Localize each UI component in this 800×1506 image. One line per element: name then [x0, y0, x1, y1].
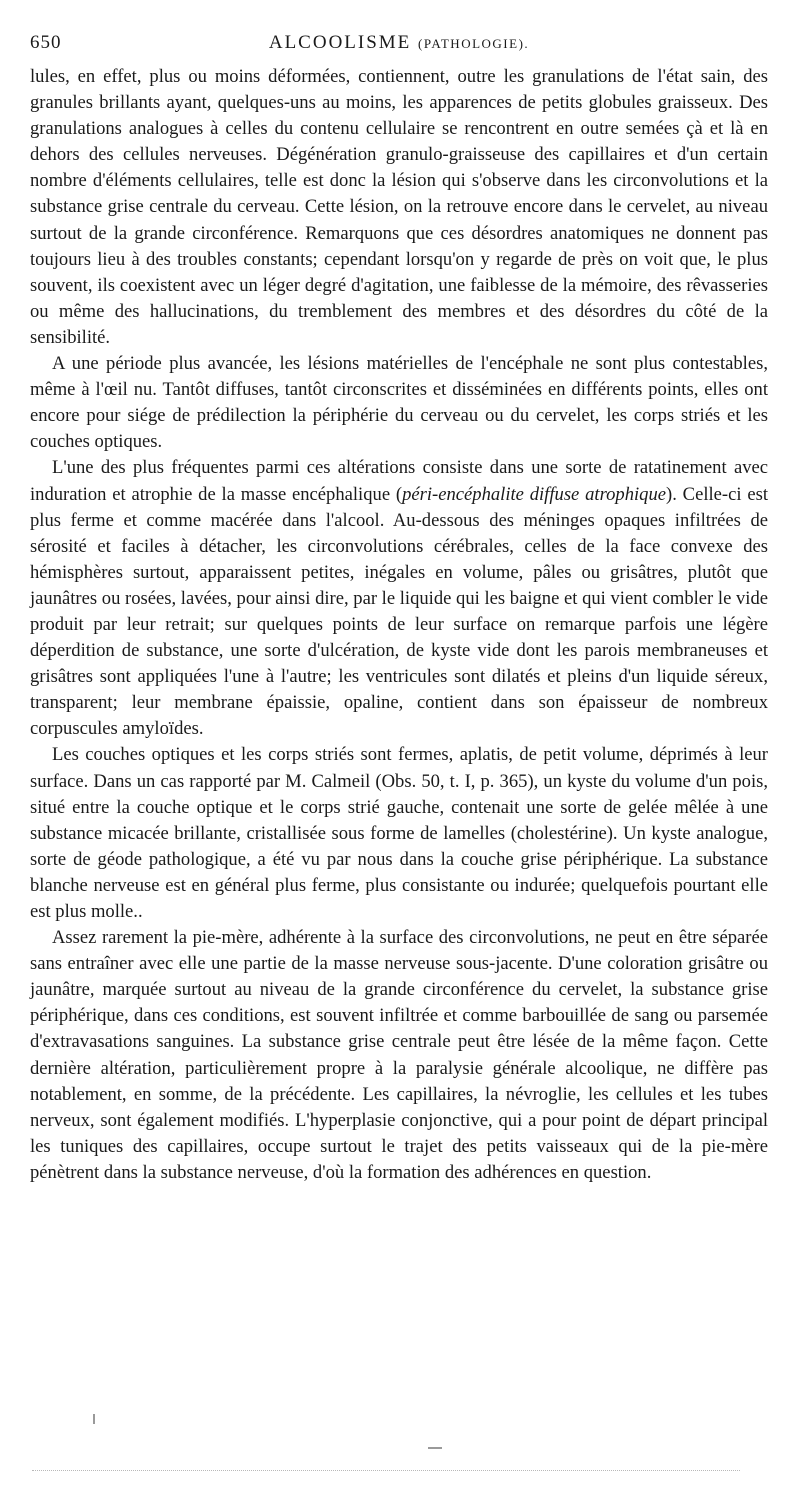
text-segment: L'une des plus fréquentes parmi ces altérations consiste dans une sorte de ratatinement avec induration et atrophie de la masse encéphalique (: [30, 457, 768, 505]
scan-mark: [93, 1414, 95, 1424]
text-segment: Assez rarement la pie-mère, adhérente à la surface des circonvolutions, ne peut en être séparée sans entraîner avec elle une partie de la masse nerveuse sous-jacente. D'une coloration grisâtre ou jaunâtre, marquée surtout au niveau de la grande circonférence du cervelet, la substance grise périphérique, dans ces conditions, est souvent infiltrée et comme barbouillée de sang ou parsemée d'extravasations sanguines. La substance grise centrale peut être lésée de la même façon. Cette dernière altération, particulièrement propre à la paralysie générale alcoolique, ne diffère pas notablement, en somme, de la précédente. Les capillaires, la névroglie, les cellules et les tubes nerveux, sont également modifiés. L'hyperplasie conjonctive, qui a pour point de départ principal les tuniques des capillaires, occupe surtout le trajet des petits vaisseaux qui de la pie-mère pénètrent dans la substance nerveuse, d'où la formation des adhérences en question.: [30, 927, 768, 1183]
paragraph: [30, 742, 768, 925]
text-segment: A une période plus avancée, les lésions matérielles de l'encéphale ne sont plus contestables, même à l'œil nu. Tantôt diffuses, tantôt circonscrites et disséminées en différents points, elles ont encore pour siége de prédilection la périphérie du cerveau ou du cervelet, les corps striés et les couches optiques.: [30, 353, 768, 453]
running-title: [30, 32, 768, 54]
page-number: 650: [30, 32, 62, 53]
paragraph: [30, 455, 768, 742]
text-segment: Les couches optiques et les corps striés sont fermes, aplatis, de petit volume, déprimés à leur surface. Dans un cas rapporté par M. Calmeil (Obs. 50, t. I, p. 365), un kyste du volume d'un pois, situé entre la couche optique et le corps strié gauche, contenait une sorte de gelée mêlée à une substance micacée brillante, cristallisée sous forme de lamelles (cholestérine). Un kyste analogue, sorte de géode pathologique, a été vu par nous dans la couche grise périphérique. La substance blanche nerveuse est en général plus ferme, plus consistante ou indurée; quelquefois pourtant elle est plus molle..: [30, 744, 768, 922]
text-segment: ). Celle-ci est plus ferme et comme macérée dans l'alcool. Au-dessous des méninges opaques infiltrées de sérosité et faciles à détacher, les circonvolutions cérébrales, celles de la face convexe des hémisphères surtout, apparaissent petites, inégales en volume, pâles ou grisâtres, plutôt que jaunâtres ou rosées, lavées, pour ainsi dire, par le liquide qui les baigne et qui vient combler le vide produit par leur retrait; sur quelques points de leur surface on remarque parfois une légère déperdition de substance, une sorte d'ulcération, de kyste vide dont les parois membraneuses et grisâtres sont appliquées l'une à l'autre; les ventricules sont dilatés et pleins d'un liquide séreux, transparent; leur membrane épaissie, opaline, contient dans son épaisseur de nombreux corpuscules amyloïdes.: [30, 483, 768, 740]
running-title-subtitle: (PATHOLOGIE).: [418, 36, 530, 51]
italic-term: péri-encéphalite diffuse atrophique: [402, 483, 667, 505]
text-segment: lules, en effet, plus ou moins déformées, contiennent, outre les granulations de l'état sain, des granules brillants ayant, quelques-uns au moins, les apparences de petits globules graisseux. Des granulations analogues à celles du contenu cellulaire se rencontrent en outre semées çà et là en dehors des cellules nerveuses. Dégénération granulo-graisseuse des capillaires et d'un certain nombre d'éléments cellulaires, telle est donc la lésion qui s'observe dans les circonvolutions et la substance grise centrale du cerveau. Cette lésion, on la retrouve encore dans le cervelet, au niveau surtout de la grande circonférence. Remarquons que ces désordres anatomiques ne donnent pas toujours lieu à des troubles constants; cependant lorsqu'on y regarde de près on voit que, le plus souvent, ils coexistent avec un léger degré d'agitation, une faiblesse de la mémoire, des rêvasseries ou même des hallucinations, du tremblement des membres et des désordres du côté de la sensibilité.: [30, 66, 768, 348]
paragraph: [30, 925, 768, 1186]
body-text: [30, 64, 768, 1186]
paragraph: [30, 351, 768, 455]
scan-mark: [428, 1447, 442, 1449]
bleed-through-line: [32, 1470, 740, 1471]
page: [30, 32, 768, 1186]
running-title-main: ALCOOLISME: [268, 32, 412, 53]
paragraph: [30, 64, 768, 351]
running-head: [30, 32, 768, 58]
